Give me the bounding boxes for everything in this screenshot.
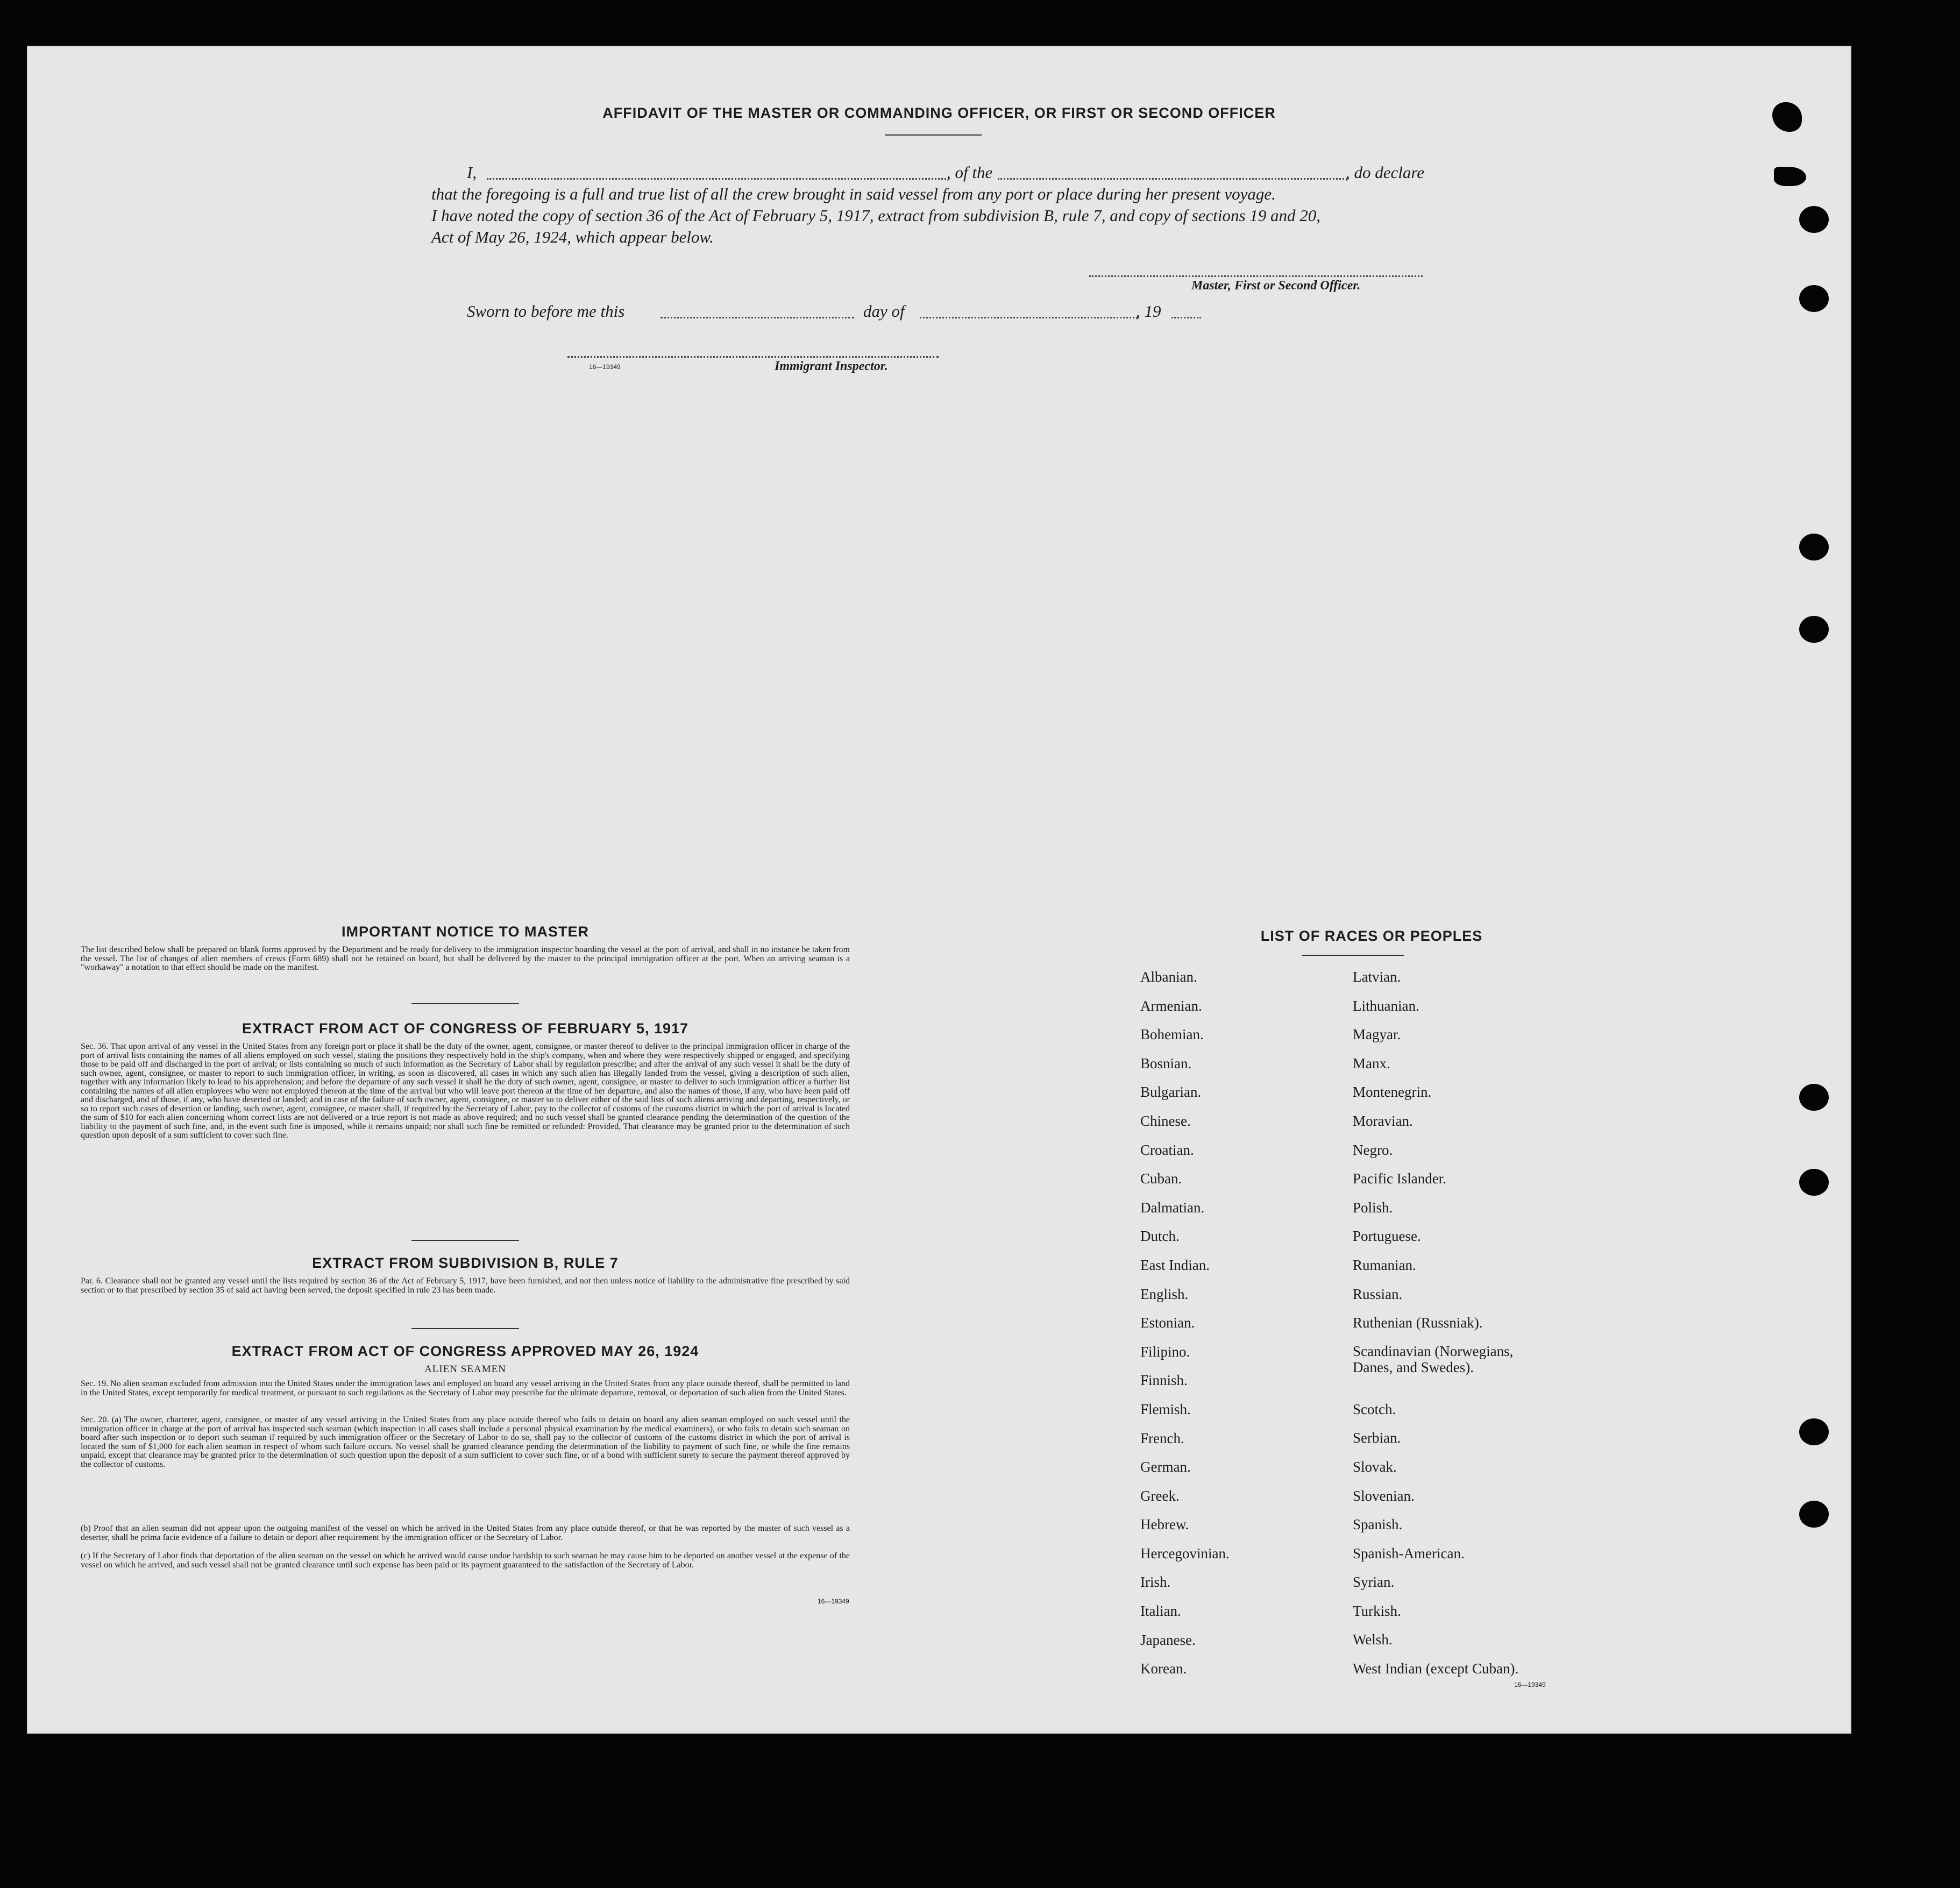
race-item: Russian. xyxy=(1353,1286,1403,1302)
binder-hole xyxy=(1774,167,1806,186)
sec-20a-text: Sec. 20. (a) The owner, charterer, agent, consignee, or master of any vessel arriving in the United States from any place outside thereof who fails to detain on board any alien seaman employed on such vessel until the immigration officer in charge at the port of arrival has inspected such seaman (which inspection in all cases shall include a personal physical examination by the medical examiners), or who fails to detain such seaman on board after such inspection or to deport such seaman if required by such immigration officer or the Secretary of Labor to do so, shall pay to the collector of customs of the customs district in which the port of arrival is located the sum of $1,000 for each alien seaman in respect of whom such failure occurs. No vessel shall be granted clearance pending the determination of the liability to payment of such fine, or while the fine remains unpaid, except that clearance may be granted prior to the determination of such question upon the deposit of a sum sufficient to cover such fine, or of a bond with sufficient surety to secure the payment thereof approved by the collector of customs. xyxy=(81,1415,850,1469)
sworn-year: , 19 xyxy=(1136,302,1161,321)
race-item: Albanian. xyxy=(1140,969,1197,985)
extract-rule7-text: Par. 6. Clearance shall not be granted any vessel until the lists required by section 36 of the Act of February 5, 1917, have been furnished, and not then unless notice of liability to the administrative fine prescribed by said section or to that prescribed by section 35 of said act having been served, the deposit specified in rule 23 has been made. xyxy=(81,1276,850,1295)
sworn-month-field[interactable] xyxy=(920,317,1138,318)
race-item: Manx. xyxy=(1353,1055,1390,1071)
race-item: German. xyxy=(1140,1459,1191,1475)
race-item: Welsh. xyxy=(1353,1631,1393,1648)
master-name-field[interactable] xyxy=(487,178,949,180)
race-item: Turkish. xyxy=(1353,1602,1401,1619)
race-item: Bohemian. xyxy=(1140,1026,1204,1043)
races-title-underline xyxy=(1302,955,1404,956)
affidavit-line-3: I have noted the copy of section 36 of the Act of February 5, 1917, extract from subdivision B, rule 7, and copy of sections 19 and 20, xyxy=(431,206,1321,225)
race-item: Dutch. xyxy=(1140,1228,1180,1245)
binder-hole xyxy=(1799,534,1829,560)
binder-hole xyxy=(1799,1169,1829,1196)
race-item: Montenegrin. xyxy=(1353,1084,1432,1101)
race-item: Rumanian. xyxy=(1353,1257,1416,1273)
binder-hole xyxy=(1799,616,1829,643)
race-item: Italian. xyxy=(1140,1603,1181,1620)
signature-field[interactable] xyxy=(1089,275,1423,277)
notice-text: The list described below shall be prepared on blank forms approved by the Department and be ready for delivery to the immigration inspector boarding the vessel at the port of arrival, and shall in no instance be taken from the vessel. The list of changes of alien members of crews (Form 689) shall not be retained on board, but shall be delivered by the master to the principal immigration officer at the port. When an arriving seaman is a "workaway" a notation to that effect should be made on the manifest. xyxy=(81,945,850,972)
race-item: Lithuanian. xyxy=(1353,997,1419,1014)
binder-hole xyxy=(1799,1501,1829,1528)
sworn-prefix: Sworn to before me this xyxy=(467,302,625,321)
race-item: Polish. xyxy=(1353,1199,1393,1216)
race-item: Moravian. xyxy=(1353,1112,1413,1129)
race-item: Slovak. xyxy=(1353,1458,1397,1475)
signature-label: Master, First or Second Officer. xyxy=(1191,279,1361,293)
inspector-signature-field[interactable] xyxy=(567,356,939,358)
race-item: Estonian. xyxy=(1140,1315,1195,1331)
form-number-top: 16—19349 xyxy=(589,363,621,371)
race-item: East Indian. xyxy=(1140,1257,1210,1273)
sworn-day-of: day of xyxy=(863,302,905,321)
race-item: Pacific Islander. xyxy=(1353,1170,1446,1187)
race-item: Cuban. xyxy=(1140,1170,1182,1187)
race-item: Flemish. xyxy=(1140,1401,1191,1417)
race-item: Korean. xyxy=(1140,1660,1187,1677)
sec-20b-text: (b) Proof that an alien seaman did not appear upon the outgoing manifest of the vessel on which he arrived in the United States from any place outside thereof, or that he was reported by the master of such vessel as a deserter, shall be prima facie evidence of a failure to detain or deport after requirement by the immigration officer or the Secretary of Labor. xyxy=(81,1524,850,1542)
race-item: Slovenian. xyxy=(1353,1487,1415,1504)
race-item: Armenian. xyxy=(1140,997,1202,1014)
title-underline xyxy=(885,134,982,136)
extract-rule7-title: EXTRACT FROM SUBDIVISION B, RULE 7 xyxy=(312,1255,619,1271)
binder-hole xyxy=(1799,206,1829,233)
affidavit-i: I, xyxy=(467,163,477,182)
binder-hole xyxy=(1799,1084,1829,1111)
extract-1924-title: EXTRACT FROM ACT OF CONGRESS APPROVED MAY 26, 1924 xyxy=(231,1343,699,1359)
race-item: Irish. xyxy=(1140,1574,1171,1591)
race-item: Greek. xyxy=(1140,1487,1180,1504)
races-title: LIST OF RACES OR PEOPLES xyxy=(1260,928,1483,944)
inspector-label: Immigrant Inspector. xyxy=(775,359,888,373)
alien-seamen-subtitle: ALIEN SEAMEN xyxy=(424,1364,506,1375)
form-page xyxy=(27,46,1851,1734)
sworn-day-field[interactable] xyxy=(661,317,854,318)
affidavit-of-the: , of the xyxy=(947,163,993,182)
race-item: Spanish. xyxy=(1353,1516,1403,1533)
race-item: English. xyxy=(1140,1286,1189,1302)
race-item: Finnish. xyxy=(1140,1372,1188,1389)
race-item: Filipino. xyxy=(1140,1343,1190,1360)
affidavit-line-2: that the foregoing is a full and true list of all the crew brought in said vessel from any port or place during her present voyage. xyxy=(431,184,1276,203)
form-number-notice: 16—19349 xyxy=(818,1598,849,1605)
form-number-races: 16—19349 xyxy=(1514,1681,1546,1688)
affidavit-line-4: Act of May 26, 1924, which appear below. xyxy=(431,228,714,246)
race-item: Magyar. xyxy=(1353,1026,1401,1043)
race-item: Spanish-American. xyxy=(1353,1545,1465,1561)
race-item: Scotch. xyxy=(1353,1401,1396,1417)
section-divider xyxy=(411,1328,519,1329)
race-item: West Indian (except Cuban). xyxy=(1353,1660,1519,1677)
extract-1917-text: Sec. 36. That upon arrival of any vessel in the United States from any foreign port or place it shall be the duty of the owner, agent, consignee, or master thereof to deliver to the principal immigration officer in charge of the port of arrival lists containing the names of all aliens employed on such vessel, stating the positions they respectively hold in the ship's company, when and where they were respectively shipped or engaged, and specifying those to be paid off and discharged in the port of arrival; or lists containing so much of such information as the Secretary of Labor shall by regulation prescribe; and after the arrival of any such vessel it shall be the duty of such owner, agent, consignee, or master to report to such immigration officer, in writing, as soon as discovered, all cases in which any such alien has illegally landed from the vessel, giving a description of such alien, together with any information likely to lead to his apprehension; and before the departure of any such vessel it shall be the duty of such owner, agent, consignee, or master to deliver to such immigration officer a further list containing the names of all alien employees who were not employed thereon at the time of the arrival but who will leave port thereon at the time of her departure, and also the names of those, if any, who have been paid off and discharged, and of those, if any, who have deserted or landed; and in case of the failure of such owner, agent, consignee, or master so to deliver either of the said lists of such aliens arriving and departing, respectively, or so to report such cases of desertion or landing, such owner, agent, consignee, or master shall, if required by the Secretary of Labor, pay to the collector of customs of the customs district in which the port of arrival is located the sum of $10 for each alien concerning whom correct lists are not delivered or a true report is not made as above required; and no such vessel shall be granted clearance pending the determination of the question of the liability to the payment of such fine, and, in the event such fine is imposed, while it remains unpaid; nor shall such fine be remitted or refunded: Provided, That clearance may be granted prior to the determination of such question upon deposit of a sum sufficient to cover such fine. xyxy=(81,1042,850,1140)
sec-20c-text: (c) If the Secretary of Labor finds that deportation of the alien seaman on the vessel on which he arrived would cause undue hardship to such seaman he may cause him to be deported on another vessel at the expense of the vessel on which he arrived, and such vessel shall not be granted clearance until such expense has been paid or its payment guaranteed to the satisfaction of the Secretary of Labor. xyxy=(81,1551,850,1570)
affidavit-declare: , do declare xyxy=(1346,163,1425,182)
race-item: Negro. xyxy=(1353,1141,1393,1158)
binder-hole xyxy=(1799,1418,1829,1445)
race-item: Japanese. xyxy=(1140,1631,1196,1648)
race-item: Serbian. xyxy=(1353,1430,1401,1446)
race-item: Hercegovinian. xyxy=(1140,1545,1230,1561)
extract-1917-title: EXTRACT FROM ACT OF CONGRESS OF FEBRUARY 5, 1917 xyxy=(242,1020,689,1037)
race-item: Portuguese. xyxy=(1353,1228,1421,1245)
race-item: Ruthenian (Russniak). xyxy=(1353,1315,1483,1331)
race-item-scandinavian: Scandinavian (Norwegians, Danes, and Swedes). xyxy=(1353,1343,1514,1375)
sworn-year-field[interactable] xyxy=(1171,317,1201,318)
race-item: Dalmatian. xyxy=(1140,1199,1205,1216)
race-item: Syrian. xyxy=(1353,1574,1395,1591)
race-item: Bulgarian. xyxy=(1140,1084,1202,1101)
races-right-column xyxy=(1353,963,1632,1684)
section-divider xyxy=(411,1240,519,1241)
race-item: Croatian. xyxy=(1140,1141,1194,1158)
vessel-name-field[interactable] xyxy=(998,178,1347,180)
race-item: Bosnian. xyxy=(1140,1055,1192,1071)
binder-hole xyxy=(1799,285,1829,312)
races-left-column xyxy=(1140,963,1329,1684)
notice-title: IMPORTANT NOTICE TO MASTER xyxy=(342,924,589,940)
race-item: Chinese. xyxy=(1140,1112,1191,1129)
section-divider xyxy=(411,1003,519,1004)
affidavit-title: AFFIDAVIT OF THE MASTER OR COMMANDING OFFICER, OR FIRST OR SECOND OFFICER xyxy=(602,105,1276,121)
race-item: Latvian. xyxy=(1353,969,1401,985)
sec-19-text: Sec. 19. No alien seaman excluded from admission into the United States under the immigration laws and employed on board any vessel arriving in the United States from any place outside thereof, shall be permitted to land in the United States, except temporarily for medical treatment, or pursuant to such regulations as the Secretary of Labor may prescribe for the ultimate departure, removal, or deportation of such alien from the United States. xyxy=(81,1379,850,1397)
race-item: Hebrew. xyxy=(1140,1516,1189,1533)
race-item: French. xyxy=(1140,1430,1184,1446)
